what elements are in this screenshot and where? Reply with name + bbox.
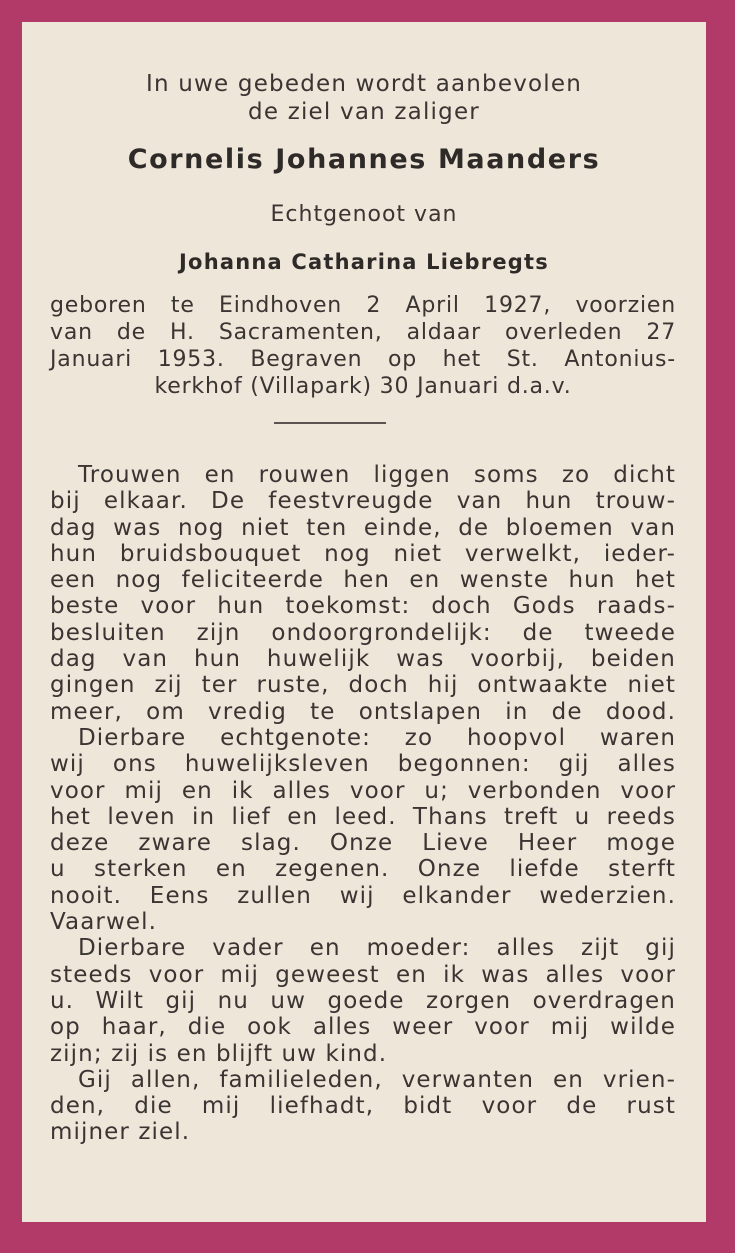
text-line: hun bruidsbouquet nog niet verwelkt, ieder-: [50, 540, 676, 567]
text-line: deze zware slag. Onze Lieve Heer moge: [50, 830, 676, 857]
text-line: u. Wilt gij nu uw goede zorgen overdragen: [50, 987, 676, 1014]
text-line: steeds voor mij geweest en ik was alles voor: [50, 961, 676, 988]
text-line: besluiten zijn ondoorgrondelijk: de tweede: [50, 619, 676, 646]
text-line: een nog feliciteerde hen en wenste hun het: [50, 567, 676, 594]
details-line: kerkhof (Villapark) 30 Januari d.a.v.: [154, 374, 572, 399]
details-line: van de H. Sacramenten, aldaar overleden 27: [50, 320, 676, 345]
deceased-name: Cornelis Johannes Maanders: [127, 144, 601, 175]
details-line: geboren te Eindhoven 2 April 1927, voorzien: [50, 293, 676, 318]
text-line: dag was nog niet ten einde, de bloemen van: [50, 514, 676, 541]
text-line: gingen zij ter ruste, doch hij ontwaakte niet: [50, 672, 676, 699]
text-line: Dierbare vader en moeder: alles zijt gij: [78, 935, 676, 962]
text-line: het leven in lief en leed. Thans treft u reeds: [50, 803, 676, 830]
intro-line: de ziel van zaliger: [248, 99, 480, 125]
divider: [274, 422, 386, 424]
text-line: dag van hun huwelijk was voorbij, beiden: [50, 646, 676, 673]
text-line: zijn; zij is en blijft uw kind.: [50, 1040, 388, 1067]
text-line: op haar, die ook alles weer voor mij wilde: [50, 1014, 676, 1041]
spouse-name: Johanna Catharina Liebregts: [179, 250, 549, 274]
biographical-details: [50, 292, 676, 400]
text-line: meer, om vredig te ontslapen in de dood.: [50, 698, 676, 725]
text-line: Vaarwel.: [50, 909, 158, 936]
text-line: Gij allen, familieleden, verwanten en vrien-: [78, 1066, 676, 1093]
text-line: mijner ziel.: [50, 1119, 191, 1146]
memorial-card: [22, 22, 706, 1222]
text-line: voor mij en ik alles voor u; verbonden voor: [50, 777, 676, 804]
text-line: nooit. Eens zullen wij elkander wederzien.: [50, 882, 676, 909]
memorial-text: [50, 462, 676, 1146]
text-line: bij elkaar. De feestvreugde van hun trouw-: [50, 488, 676, 515]
text-line: wij ons huwelijksleven begonnen: gij alles: [50, 751, 676, 778]
spouse-label: Echtgenoot van: [270, 202, 458, 227]
intro-line: In uwe gebeden wordt aanbevolen: [145, 71, 583, 97]
text-line: Trouwen en rouwen liggen soms zo dicht: [78, 462, 676, 488]
text-line: beste voor hun toekomst: doch Gods raads-: [50, 593, 676, 620]
text-line: den, die mij liefhadt, bidt voor de rust: [50, 1093, 676, 1120]
text-line: u sterken en zegenen. Onze liefde sterft: [50, 856, 676, 883]
details-line: Januari 1953. Begraven op het St. Antonius-: [50, 347, 676, 372]
intro-text: [22, 70, 706, 126]
text-line: Dierbare echtgenote: zo hoopvol waren: [78, 724, 676, 751]
